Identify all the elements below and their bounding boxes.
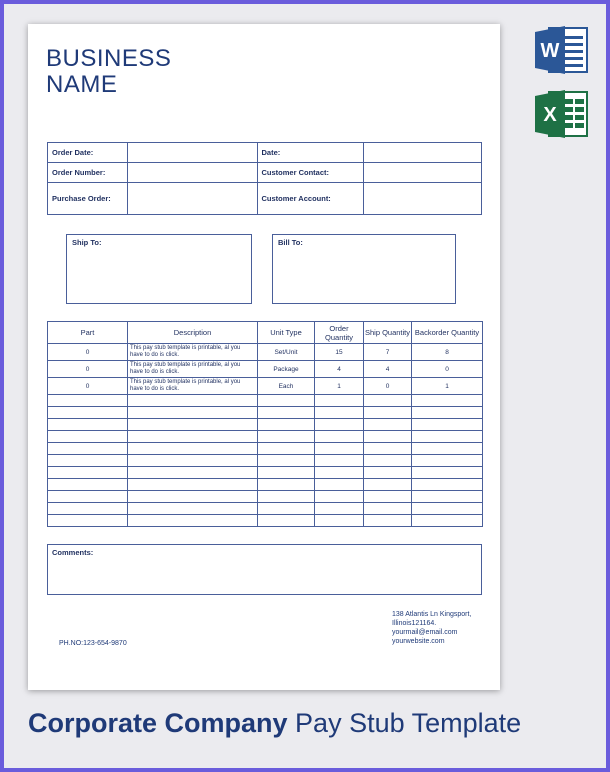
items-table bbox=[47, 321, 483, 527]
empty-cell[interactable] bbox=[412, 455, 483, 467]
table-row-empty bbox=[48, 455, 483, 467]
empty-cell[interactable] bbox=[364, 455, 412, 467]
col-header-order-quantity: Order Quantity bbox=[315, 322, 364, 344]
empty-cell[interactable] bbox=[48, 515, 128, 527]
table-row-empty bbox=[48, 515, 483, 527]
col-header-unit-type: Unit Type bbox=[258, 322, 315, 344]
document-page bbox=[28, 24, 500, 690]
empty-cell[interactable] bbox=[364, 431, 412, 443]
empty-cell[interactable] bbox=[364, 419, 412, 431]
col-header-part: Part bbox=[48, 322, 128, 344]
order-quantity-cell[interactable]: 4 bbox=[315, 361, 364, 378]
description-cell[interactable]: This pay stub template is printable, al you have to do is click. bbox=[128, 344, 258, 361]
col-header-ship-quantity: Ship Quantity bbox=[364, 322, 412, 344]
empty-cell[interactable] bbox=[412, 419, 483, 431]
bill-to-box[interactable] bbox=[272, 234, 456, 304]
empty-cell[interactable] bbox=[258, 419, 315, 431]
empty-cell[interactable] bbox=[315, 491, 364, 503]
empty-cell[interactable] bbox=[364, 479, 412, 491]
svg-text:X: X bbox=[543, 104, 557, 126]
business-name bbox=[46, 46, 171, 98]
description-cell[interactable]: This pay stub template is printable, al you have to do is click. bbox=[128, 378, 258, 395]
table-row-empty bbox=[48, 407, 483, 419]
empty-cell[interactable] bbox=[364, 395, 412, 407]
empty-cell[interactable] bbox=[128, 515, 258, 527]
order-date-label: Order Date: bbox=[48, 143, 128, 163]
empty-cell[interactable] bbox=[128, 431, 258, 443]
ship-to-label: Ship To: bbox=[72, 238, 102, 247]
part-cell[interactable]: 0 bbox=[48, 344, 128, 361]
empty-cell[interactable] bbox=[412, 503, 483, 515]
unit-type-cell[interactable]: Each bbox=[258, 378, 315, 395]
email-text: yourmail@email.com bbox=[392, 629, 458, 636]
empty-cell[interactable] bbox=[258, 455, 315, 467]
empty-cell[interactable] bbox=[315, 455, 364, 467]
table-row-empty bbox=[48, 491, 483, 503]
caption-rest: Pay Stub Template bbox=[287, 708, 522, 738]
empty-cell[interactable] bbox=[364, 491, 412, 503]
empty-cell[interactable] bbox=[128, 455, 258, 467]
empty-cell[interactable] bbox=[48, 467, 128, 479]
date-field[interactable] bbox=[364, 143, 482, 163]
table-row bbox=[48, 361, 483, 378]
empty-cell[interactable] bbox=[315, 419, 364, 431]
empty-cell[interactable] bbox=[412, 479, 483, 491]
unit-type-cell[interactable]: Set/Unit bbox=[258, 344, 315, 361]
empty-cell[interactable] bbox=[412, 515, 483, 527]
empty-cell[interactable] bbox=[48, 491, 128, 503]
address-line: Illinois121164. bbox=[392, 620, 437, 627]
business-name-line-1: BUSINESS bbox=[46, 45, 172, 72]
empty-cell[interactable] bbox=[412, 443, 483, 455]
table-row bbox=[48, 378, 483, 395]
empty-cell[interactable] bbox=[315, 443, 364, 455]
empty-cell[interactable] bbox=[315, 431, 364, 443]
customer-contact-label: Customer Contact: bbox=[257, 163, 364, 183]
order-quantity-cell[interactable]: 1 bbox=[315, 378, 364, 395]
backorder-quantity-cell[interactable]: 0 bbox=[412, 361, 483, 378]
empty-cell[interactable] bbox=[364, 467, 412, 479]
empty-cell[interactable] bbox=[128, 419, 258, 431]
table-row-empty bbox=[48, 443, 483, 455]
empty-cell[interactable] bbox=[412, 467, 483, 479]
empty-cell[interactable] bbox=[315, 467, 364, 479]
ship-quantity-cell[interactable]: 4 bbox=[364, 361, 412, 378]
empty-cell[interactable] bbox=[258, 479, 315, 491]
page-caption bbox=[28, 708, 521, 739]
empty-cell[interactable] bbox=[258, 503, 315, 515]
empty-cell[interactable] bbox=[412, 407, 483, 419]
empty-cell[interactable] bbox=[128, 479, 258, 491]
empty-cell[interactable] bbox=[258, 407, 315, 419]
empty-cell[interactable] bbox=[315, 407, 364, 419]
order-info-table bbox=[47, 142, 482, 215]
empty-rows bbox=[48, 395, 483, 527]
empty-cell[interactable] bbox=[258, 443, 315, 455]
ship-quantity-cell[interactable]: 7 bbox=[364, 344, 412, 361]
description-cell[interactable]: This pay stub template is printable, al you have to do is click. bbox=[128, 361, 258, 378]
empty-cell[interactable] bbox=[412, 431, 483, 443]
ship-quantity-cell[interactable]: 0 bbox=[364, 378, 412, 395]
empty-cell[interactable] bbox=[412, 491, 483, 503]
empty-cell[interactable] bbox=[48, 443, 128, 455]
empty-cell[interactable] bbox=[412, 395, 483, 407]
empty-cell[interactable] bbox=[48, 455, 128, 467]
empty-cell[interactable] bbox=[128, 467, 258, 479]
empty-cell[interactable] bbox=[48, 431, 128, 443]
ship-to-box[interactable] bbox=[66, 234, 252, 304]
purchase-order-field[interactable] bbox=[127, 183, 257, 215]
empty-cell[interactable] bbox=[364, 515, 412, 527]
customer-account-label: Customer Account: bbox=[257, 183, 364, 215]
table-row-empty bbox=[48, 395, 483, 407]
backorder-quantity-cell[interactable]: 1 bbox=[412, 378, 483, 395]
items-header-row bbox=[48, 322, 483, 344]
order-number-field[interactable] bbox=[127, 163, 257, 183]
col-header-description: Description bbox=[128, 322, 258, 344]
order-number-label: Order Number: bbox=[48, 163, 128, 183]
part-cell[interactable]: 0 bbox=[48, 378, 128, 395]
business-name-line-2: NAME bbox=[46, 71, 118, 98]
empty-cell[interactable] bbox=[315, 503, 364, 515]
empty-cell[interactable] bbox=[128, 503, 258, 515]
comments-box[interactable] bbox=[47, 544, 482, 595]
empty-cell[interactable] bbox=[48, 479, 128, 491]
empty-cell[interactable] bbox=[258, 395, 315, 407]
word-icon[interactable] bbox=[533, 24, 589, 76]
empty-cell[interactable] bbox=[128, 443, 258, 455]
table-row bbox=[48, 344, 483, 361]
empty-cell[interactable] bbox=[364, 443, 412, 455]
order-quantity-cell[interactable]: 15 bbox=[315, 344, 364, 361]
purchase-order-label: Purchase Order: bbox=[48, 183, 128, 215]
col-header-backorder-quantity: Backorder Quantity bbox=[412, 322, 483, 344]
table-row-empty bbox=[48, 467, 483, 479]
comments-label: Comments: bbox=[52, 548, 94, 557]
order-date-field[interactable] bbox=[127, 143, 257, 163]
empty-cell[interactable] bbox=[315, 515, 364, 527]
empty-cell[interactable] bbox=[48, 503, 128, 515]
empty-cell[interactable] bbox=[48, 407, 128, 419]
customer-contact-field[interactable] bbox=[364, 163, 482, 183]
part-cell[interactable]: 0 bbox=[48, 361, 128, 378]
bill-to-label: Bill To: bbox=[278, 238, 303, 247]
svg-text:W: W bbox=[540, 40, 560, 62]
customer-account-field[interactable] bbox=[364, 183, 482, 215]
footer-address bbox=[392, 610, 471, 646]
empty-cell[interactable] bbox=[128, 491, 258, 503]
empty-cell[interactable] bbox=[48, 419, 128, 431]
address-line: 138 Atlantis Ln Kingsport, bbox=[392, 611, 472, 618]
empty-cell[interactable] bbox=[315, 395, 364, 407]
empty-cell[interactable] bbox=[258, 491, 315, 503]
table-row-empty bbox=[48, 431, 483, 443]
empty-cell[interactable] bbox=[48, 395, 128, 407]
table-row-empty bbox=[48, 503, 483, 515]
table-row-empty bbox=[48, 419, 483, 431]
empty-cell[interactable] bbox=[258, 431, 315, 443]
empty-cell[interactable] bbox=[315, 479, 364, 491]
caption-bold: Corporate Company bbox=[28, 708, 288, 738]
unit-type-cell[interactable]: Package bbox=[258, 361, 315, 378]
empty-cell[interactable] bbox=[128, 395, 258, 407]
empty-cell[interactable] bbox=[258, 515, 315, 527]
website-text: yourwebsite.com bbox=[392, 638, 445, 645]
empty-cell[interactable] bbox=[258, 467, 315, 479]
date-label: Date: bbox=[257, 143, 364, 163]
excel-icon[interactable] bbox=[533, 88, 589, 140]
phone-number: PH.NO:123-654-9870 bbox=[59, 640, 127, 647]
table-row-empty bbox=[48, 479, 483, 491]
empty-cell[interactable] bbox=[128, 407, 258, 419]
empty-cell[interactable] bbox=[364, 503, 412, 515]
empty-cell[interactable] bbox=[364, 407, 412, 419]
backorder-quantity-cell[interactable]: 8 bbox=[412, 344, 483, 361]
